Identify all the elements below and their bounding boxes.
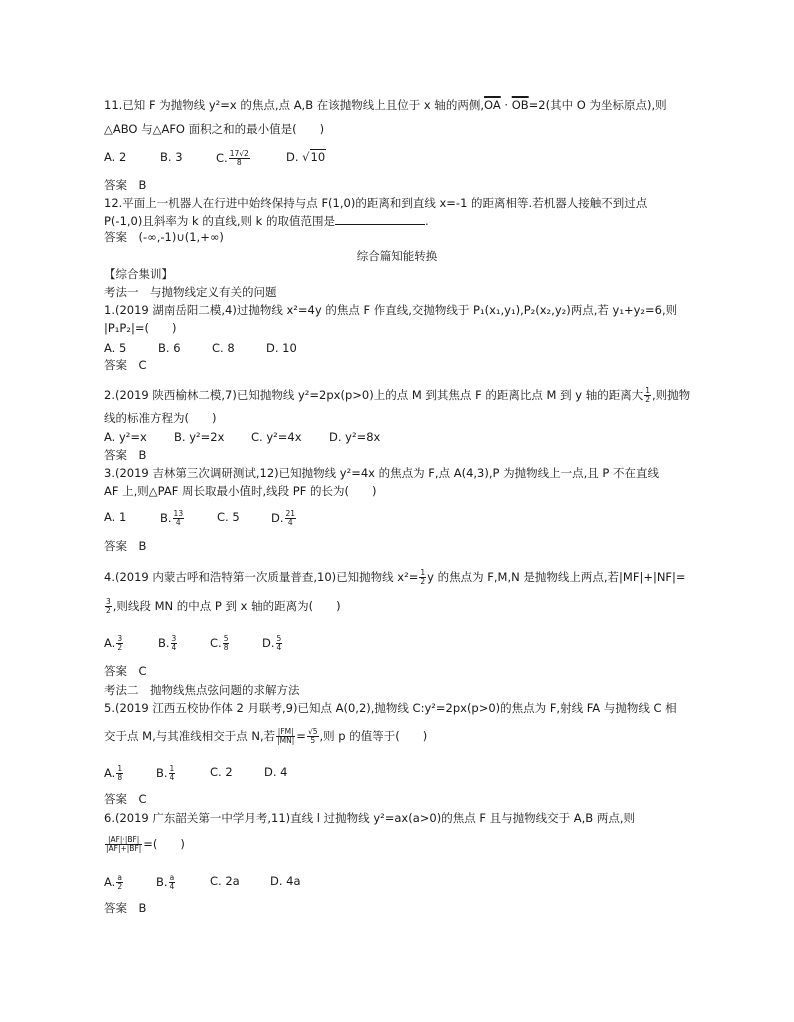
p6-options [104, 874, 301, 891]
q11-option-b: B. 3 [160, 150, 183, 164]
q11-stem-line2: △ABO 与△AFO 面积之和的最小值是( ) [104, 122, 325, 136]
p4-stem-line1: 4.(2019 内蒙古呼和浩特第一次质量普查,10)已知抛物线 x²= $\frac{1}{2}$ y 的焦点为 F,M,N 是抛物线上两点,若|MF|+|NF|= [104, 568, 686, 586]
p1-stem-line2: |P₁P₂|=( ) [104, 321, 177, 335]
section-title: 综合篇知能转换 [356, 249, 438, 263]
method1-title: 考法一 与抛物线定义有关的问题 [104, 285, 277, 299]
p6-option-b: B. $\frac{a}{4}$ [156, 873, 175, 891]
sqrt-symbol: √10 [302, 150, 326, 164]
p2-stem-line1: 2.(2019 陕西榆林二模,7)已知抛物线 y²=2px(p>0)上的点 M 到其焦点 F 的距离比点 M 到 y 轴的距离大 $\frac{1}{2}$ ,则抛物 [104, 386, 691, 404]
p2-stem-line2: 线的标准方程为( ) [104, 411, 217, 425]
p5-options [104, 765, 287, 782]
p2-answer: 答案 B [104, 448, 147, 462]
p1-stem-line1: 1.(2019 湖南岳阳二模,4)过抛物线 x²=4y 的焦点 F 作直线,交抛物线于 P₁(x₁,y₁),P₂(x₂,y₂)两点,若 y₁+y₂=6,则 [104, 303, 678, 317]
p5-option-a: A. $\frac{1}{8}$ [104, 764, 123, 782]
p1-option-d: D. 10 [266, 341, 297, 355]
p3-options [104, 510, 297, 527]
p1-options [104, 341, 297, 355]
q11-stem-line1: 11.已知 F 为抛物线 y²=x 的焦点,点 A,B 在该抛物线上且位于 x 轴的两侧$,\overline{OA} \cdot \overline{OB}=2$(其中 O 为坐标原点),则 [104, 98, 667, 112]
p5-option-c: C. 2 [210, 765, 233, 779]
p2-options [104, 430, 380, 444]
method2-title: 考法二 抛物线焦点弦问题的求解方法 [104, 683, 300, 697]
answer-blank [335, 213, 425, 225]
q12-answer: 答案 (-∞,-1)∪(1,+∞) [104, 230, 224, 244]
q11-options [104, 150, 326, 167]
p4-option-a: A. $\frac{3}{2}$ [104, 634, 123, 652]
p3-answer: 答案 B [104, 539, 147, 553]
q11-option-c-fraction: $\frac{17√2}{8}$ [229, 149, 249, 167]
p1-option-c: C. 8 [212, 341, 235, 355]
p5-answer: 答案 C [104, 792, 147, 806]
vector-ob: $\overline{OB}$ [511, 98, 529, 112]
p1-option-a: A. 5 [104, 341, 127, 355]
p2-fraction: $\frac{1}{2}$ [645, 386, 650, 404]
p2-option-b: B. y²=2x [174, 430, 225, 444]
p6-answer: 答案 B [104, 901, 147, 915]
q12-stem-line2: P(-1,0)且斜率为 k 的直线,则 k 的取值范围是 . [104, 214, 429, 228]
p5-option-d: D. 4 [264, 765, 288, 779]
p1-answer: 答案 C [104, 358, 147, 372]
q12-stem-line1: 12.平面上一机器人在行进中始终保持与点 F(1,0)的距离和到直线 x=-1 的距离相等.若机器人接触不到过点 [104, 196, 648, 210]
p3-option-b: B. $\frac{13}{4}$ [160, 509, 184, 527]
vector-oa: $\overline{OA}$ [484, 98, 501, 112]
p2-option-c: C. y²=4x [251, 430, 302, 444]
p5-stem-line1: 5.(2019 江西五校协作体 2 月联考,9)已知点 A(0,2),抛物线 C:y²=2px(p>0)的焦点为 F,射线 FA 与抛物线 C 相 [104, 701, 677, 715]
p1-option-b: B. 6 [158, 341, 181, 355]
q11-option-d: D. √10 [286, 150, 326, 164]
p6-stem-line2: $\frac{|AF|\cdot|BF|}{|AF|+|BF|}$ =( ) [106, 835, 185, 853]
q11-answer: 答案 B [104, 178, 147, 192]
p2-option-d: D. y²=8x [329, 430, 381, 444]
p4-option-b: B. $\frac{3}{4}$ [158, 634, 177, 652]
p3-stem-line2: AF 上,则△PAF 周长取最小值时,线段 PF 的长为( ) [104, 484, 377, 498]
collection-title: 【综合集训】 [104, 267, 173, 281]
p6-option-d: D. 4a [270, 874, 301, 888]
p6-option-c: C. 2a [210, 874, 240, 888]
p4-options [104, 635, 283, 652]
p5-option-b: B. $\frac{1}{4}$ [156, 764, 175, 782]
q11-option-a: A. 2 [104, 150, 127, 164]
p5-stem-line2: 交于点 M,与其准线相交于点 N,若 $\frac{|FM|}{|MN|}$ = $\frac{√5}{5}$ ,则 p 的值等于( ) [104, 727, 428, 745]
p3-stem-line1: 3.(2019 吉林第三次调研测试,12)已知抛物线 y²=4x 的焦点为 F,点 A(4,3),P 为抛物线上一点,且 P 不在直线 [104, 466, 659, 480]
p2-option-a: A. y²=x [104, 430, 147, 444]
p4-answer: 答案 C [104, 664, 147, 678]
p6-option-a: A. $\frac{a}{2}$ [104, 873, 123, 891]
p6-stem-line1: 6.(2019 广东韶关第一中学月考,11)直线 l 过抛物线 y²=ax(a>0)的焦点 F 且与抛物线交于 A,B 两点,则 [104, 811, 635, 825]
p3-option-a: A. 1 [104, 510, 127, 524]
p4-option-d: D. $\frac{5}{4}$ [262, 634, 282, 652]
p4-option-c: C. $\frac{5}{8}$ [210, 634, 229, 652]
p3-option-c: C. 5 [217, 510, 240, 524]
p3-option-d: D. $\frac{21}{4}$ [271, 509, 296, 527]
q11-option-c: C. $\frac{17√2}{8}$ [216, 149, 249, 167]
p4-stem-line2: $\frac{3}{2}$ ,则线段 MN 的中点 P 到 x 轴的距离为( ) [106, 597, 341, 615]
